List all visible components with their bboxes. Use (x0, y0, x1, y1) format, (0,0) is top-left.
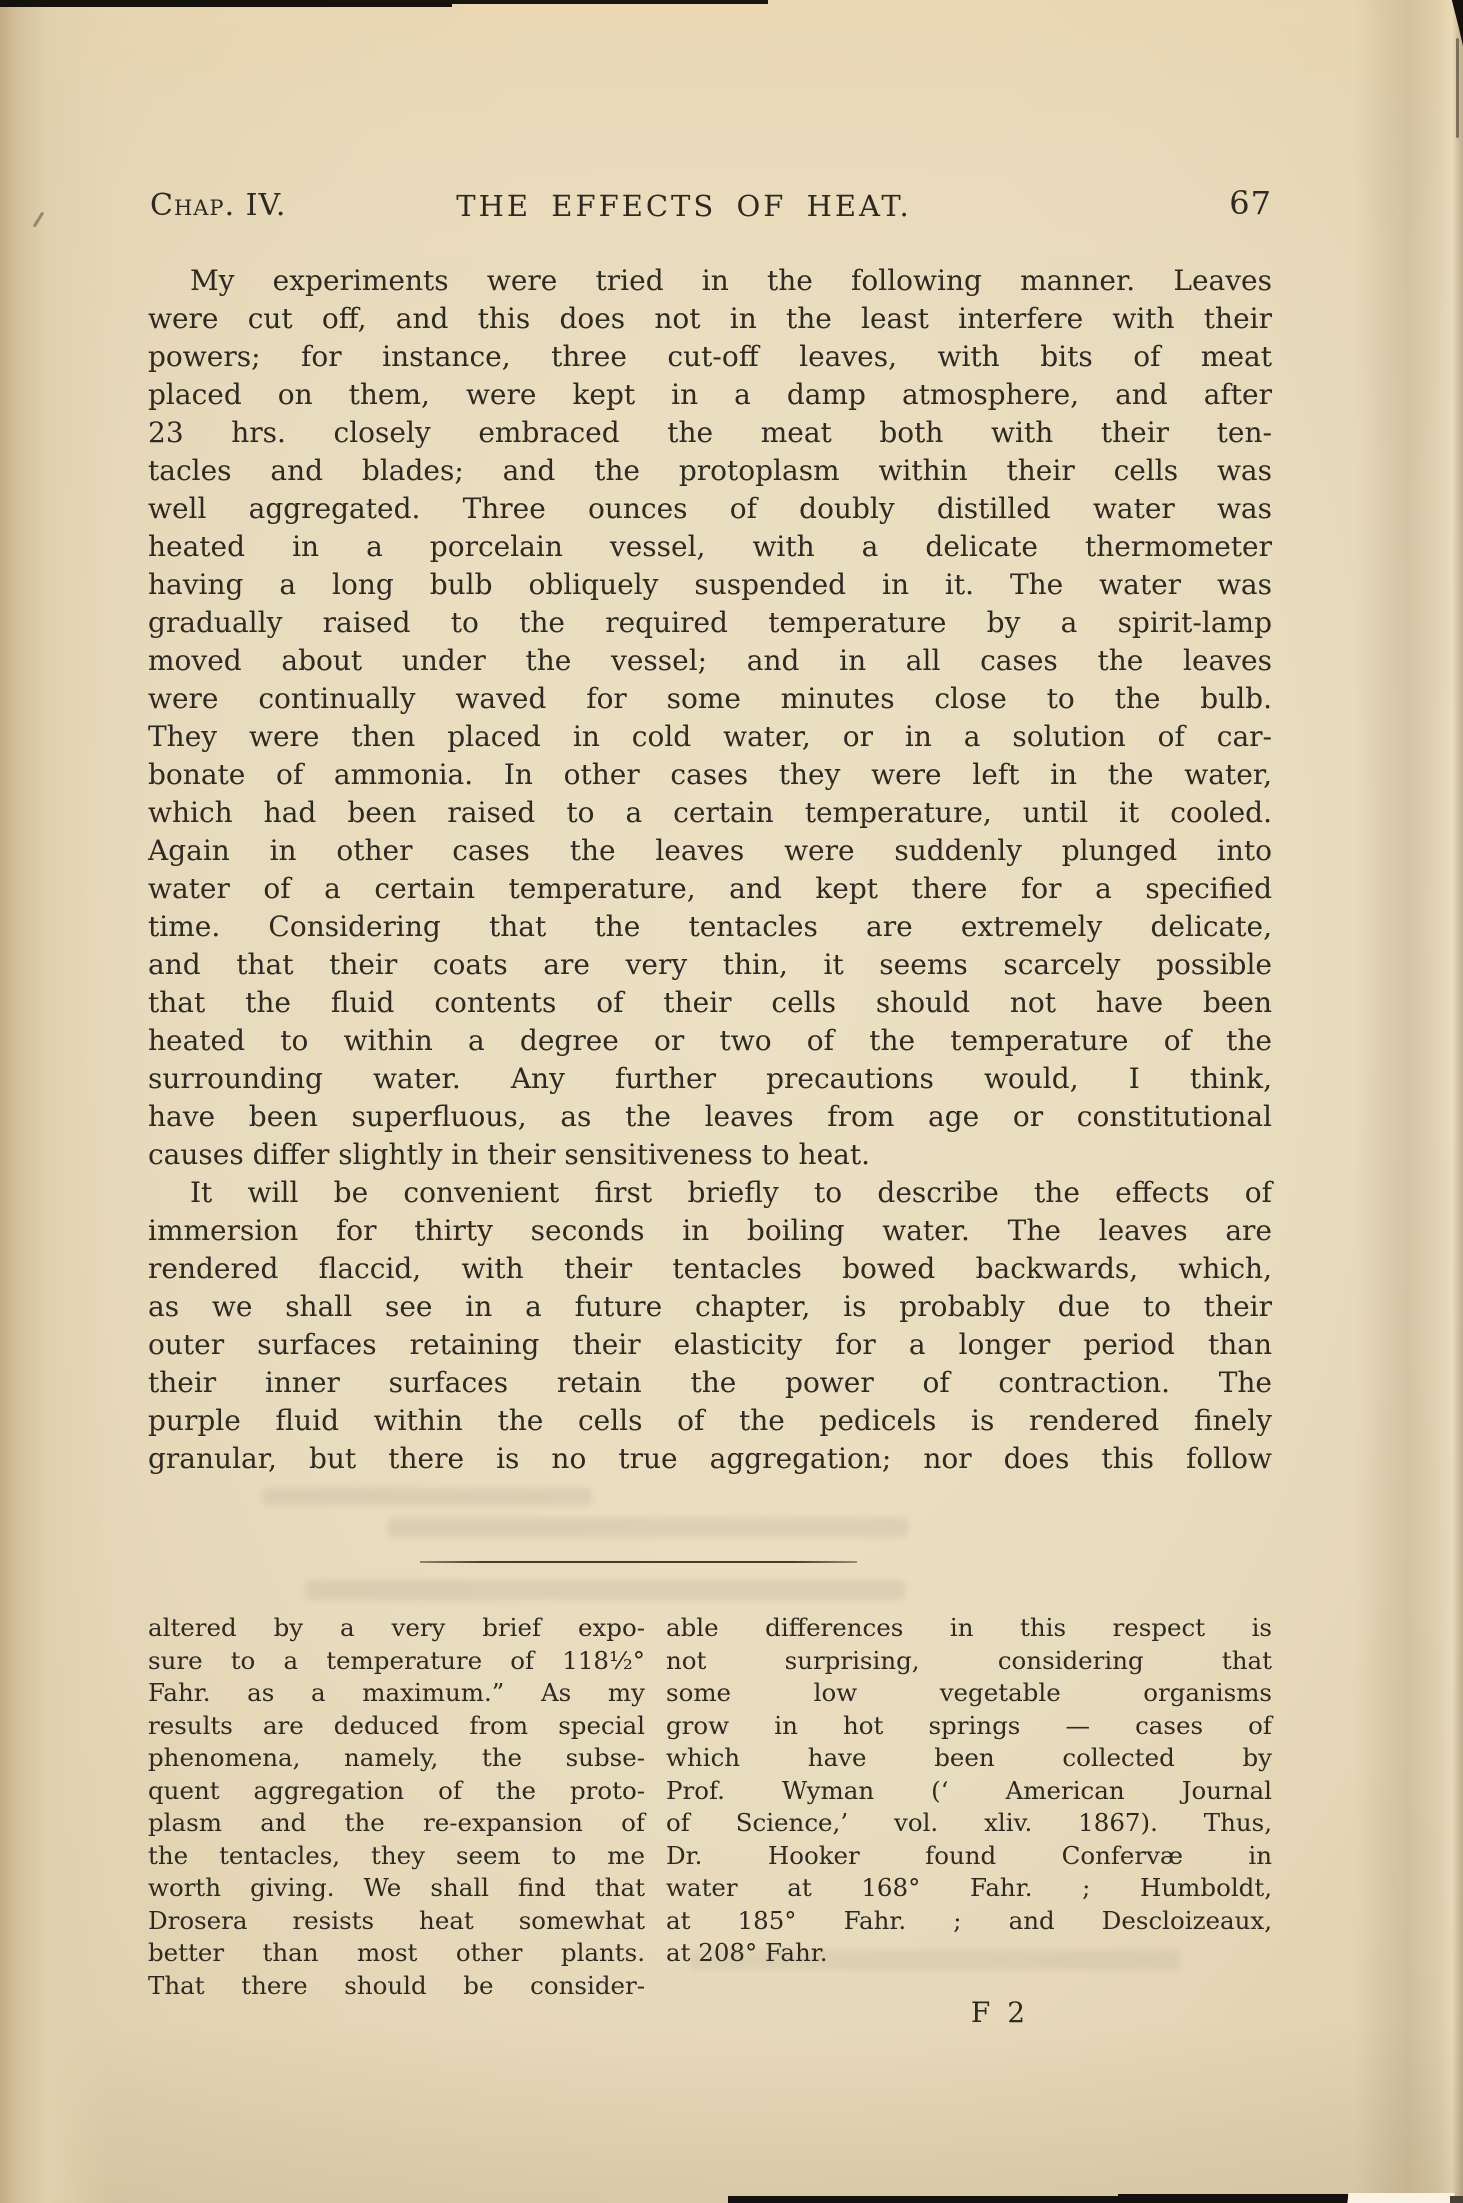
page-header (148, 184, 1272, 224)
text-line: moved about under the vessel; and in all cases the leaves (148, 644, 1272, 677)
footnote-separator-rule (420, 1561, 857, 1563)
text-line: phenomena, namely, the subse- (148, 1743, 645, 1772)
scan-artifact-edge-line (1456, 38, 1459, 138)
text-line: have been superfluous, as the leaves from age or constitutional (148, 1100, 1272, 1133)
body-text (148, 262, 1272, 1478)
text-line: worth giving. We shall find that (148, 1873, 645, 1902)
text-line: results are deduced from special (148, 1710, 645, 1740)
body-paragraph-2 (148, 1174, 1272, 1478)
text-line: water at 168° Fahr. ; Humboldt, (666, 1873, 1272, 1902)
text-line: able differences in this respect is (666, 1613, 1272, 1642)
text-line: grow in hot springs — cases of (666, 1710, 1272, 1740)
text-line: quent aggregation of the proto- (148, 1775, 645, 1805)
text-line: their inner surfaces retain the power of contraction. The (148, 1366, 1272, 1399)
text-line: well aggregated. Three ounces of doubly distilled water was (148, 492, 1272, 525)
text-line: heated to within a degree or two of the temperature of the (148, 1024, 1272, 1057)
scan-artifact-top-bar (450, 0, 768, 4)
text-line: outer surfaces retaining their elasticity for a longer period than (148, 1328, 1272, 1361)
text-line: surrounding water. Any further precautions would, I think, (148, 1062, 1272, 1095)
text-line: It will be convenient first briefly to describe the effects of (190, 1176, 1272, 1209)
text-line: Again in other cases the leaves were suddenly plunged into (148, 834, 1272, 867)
pencil-mark (33, 211, 45, 227)
scan-artifact-corner (1450, 2196, 1463, 2203)
text-line: Fahr. as a maximum.” As my (148, 1678, 645, 1707)
text-line: time. Considering that the tentacles are extremely delicate, (148, 910, 1272, 943)
text-line: 23 hrs. closely embraced the meat both with their ten- (148, 416, 1272, 449)
signature-mark: F 2 (970, 1996, 1030, 2029)
bleedthrough-smudge (388, 1518, 908, 1537)
scan-artifact-corner (1447, 0, 1463, 46)
text-line: granular, but there is no true aggregation; nor does this follow (148, 1442, 1272, 1475)
page-number: 67 (1229, 184, 1272, 222)
text-line: heated in a porcelain vessel, with a delicate thermometer (148, 530, 1272, 563)
running-title: THE EFFECTS OF HEAT. (456, 189, 912, 223)
text-line: were continually waved for some minutes close to the bulb. (148, 682, 1272, 715)
text-line: gradually raised to the required temperature by a spirit-lamp (148, 606, 1272, 639)
text-line: that the fluid contents of their cells should not have been (148, 986, 1272, 1019)
scan-artifact-bottom-bar (728, 2196, 1120, 2203)
text-line: which have been collected by (666, 1743, 1272, 1772)
body-paragraph-1 (148, 262, 1272, 1174)
text-line: Dr. Hooker found Confervæ in (666, 1840, 1272, 1870)
text-line: Prof. Wyman (‘ American Journal (666, 1775, 1272, 1805)
text-line: the tentacles, they seem to me (148, 1840, 645, 1870)
text-line: My experiments were tried in the following manner. Leaves (190, 264, 1272, 297)
text-line: which had been raised to a certain temperature, until it cooled. (148, 796, 1272, 829)
text-line: plasm and the re-expansion of (148, 1808, 645, 1837)
text-line: That there should be consider- (148, 1970, 645, 2000)
text-line: tacles and blades; and the protoplasm within their cells was (148, 454, 1272, 487)
scan-artifact-bottom-bar (1118, 2194, 1348, 2203)
text-line: and that their coats are very thin, it seems scarcely possible (148, 948, 1272, 981)
text-line: water of a certain temperature, and kept there for a specified (148, 872, 1272, 905)
text-line: better than most other plants. (148, 1938, 645, 1967)
bleedthrough-smudge (262, 1488, 592, 1505)
text-line: some low vegetable organisms (666, 1678, 1272, 1707)
text-line: were cut off, and this does not in the least interfere with their (148, 302, 1272, 335)
text-line: powers; for instance, three cut-off leaves, with bits of meat (148, 340, 1272, 373)
bleedthrough-smudge (305, 1580, 905, 1600)
scan-artifact-top-bar (0, 0, 452, 7)
chapter-label: Chap. IV. (150, 188, 287, 223)
text-line: of Science,’ vol. xliv. 1867). Thus, (666, 1808, 1272, 1837)
footnote-left-column (148, 1612, 645, 2002)
scan-artifact-bottom-highlight (1347, 2193, 1454, 2203)
text-line: altered by a very brief expo- (148, 1613, 645, 1642)
text-line: at 185° Fahr. ; and Descloizeaux, (666, 1905, 1272, 1935)
text-line: immersion for thirty seconds in boiling water. The leaves are (148, 1214, 1272, 1247)
footnote-right-column (666, 1612, 1272, 1970)
text-line: having a long bulb obliquely suspended in it. The water was (148, 568, 1272, 601)
text-line: purple fluid within the cells of the pedicels is rendered finely (148, 1404, 1272, 1437)
text-line: They were then placed in cold water, or in a solution of car- (148, 720, 1272, 753)
text-line: placed on them, were kept in a damp atmosphere, and after (148, 378, 1272, 411)
text-line: sure to a temperature of 118½° (148, 1645, 645, 1675)
text-line: Drosera resists heat somewhat (148, 1905, 645, 1935)
text-line: at 208° Fahr. (666, 1938, 828, 1967)
text-line: as we shall see in a future chapter, is probably due to their (148, 1290, 1272, 1323)
text-line: causes differ slightly in their sensitiveness to heat. (148, 1138, 870, 1171)
text-line: rendered flaccid, with their tentacles bowed backwards, which, (148, 1252, 1272, 1285)
text-line: not surprising, considering that (666, 1645, 1272, 1675)
text-line: bonate of ammonia. In other cases they were left in the water, (148, 758, 1272, 791)
